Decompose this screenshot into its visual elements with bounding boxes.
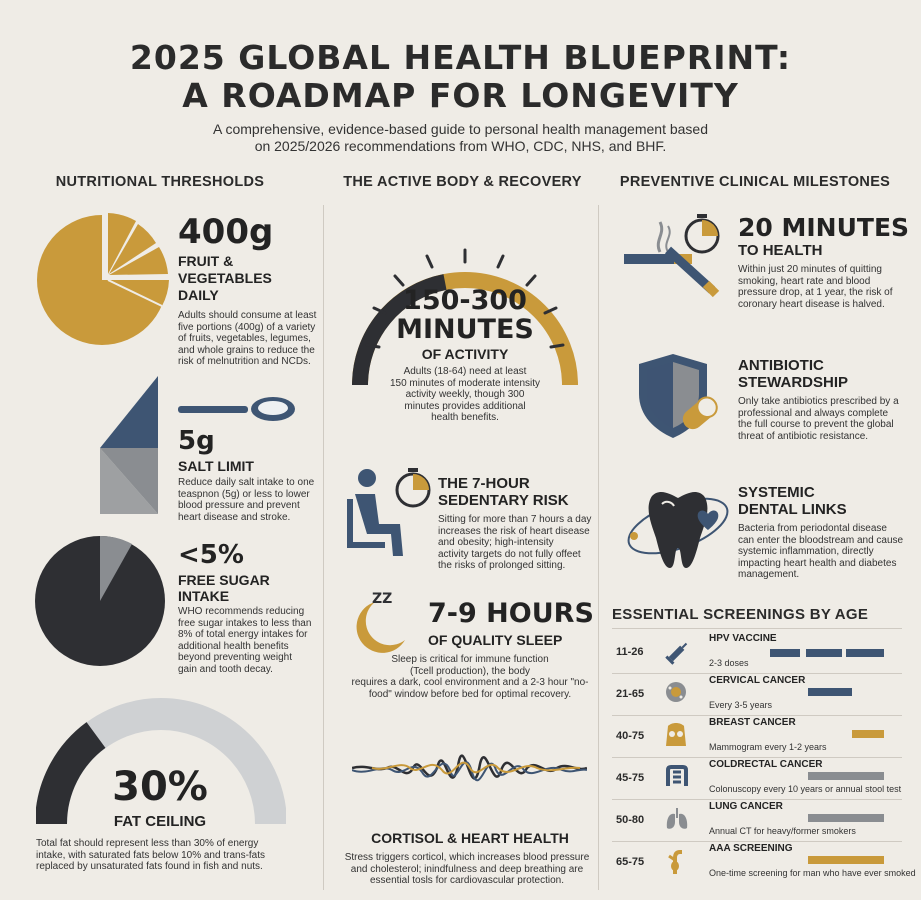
antibiotic-title-1: ANTIBIOTIC: [738, 357, 824, 374]
cortisol-title: CORTISOL & HEART HEALTH: [371, 830, 569, 846]
lungs-icon: [664, 806, 690, 837]
fat-stat: 30%: [112, 764, 208, 810]
screening-detail: 2-3 doses: [709, 658, 749, 668]
dental-title-1: SYSTEMIC: [738, 484, 815, 501]
column-heading-active: THE ACTIVE BODY & RECOVERY: [343, 174, 582, 190]
sugar-label-1: FREE SUGAR: [178, 572, 270, 588]
screening-age: 40-75: [616, 730, 645, 742]
column-heading-nutrition: NUTRITIONAL THRESHOLDS: [55, 174, 265, 190]
screening-age-bar: [770, 649, 800, 657]
waveform-icon: [352, 720, 587, 815]
dental-body: Bacteria from periodontal disease can enter the bloodstream and cause systemic inflammation, directly impacting heart health and diabetes management.: [738, 523, 904, 580]
smoking-body: Within just 20 minutes of quitting smoking, heart rate and blood pressure drop, at 1 year, the risk of coronary heart disease is halved.: [738, 264, 893, 310]
screening-age-bar: [806, 649, 842, 657]
fat-body: Total fat should represent less than 30% of energy intake, with saturated fats below 10% and trans-fats replaced by unsaturated fats found in fish and nuts.: [36, 838, 266, 872]
fruit-stat: 400g: [178, 212, 274, 252]
intestine-icon: [664, 764, 690, 795]
column-divider-left: [323, 205, 324, 890]
sugar-stat: <5%: [178, 540, 244, 570]
screening-age-bar: [852, 730, 884, 738]
cortisol-body: Stress triggers corticol, which increases blood pressure and cholesterol; inindfulness and deep breathing are essential tosls for cardiovascular protection.: [344, 852, 590, 886]
fat-label: FAT CEILING: [113, 813, 207, 830]
screening-title: COLDRECTAL CANCER: [709, 759, 823, 770]
syringe-icon: [664, 638, 692, 671]
screening-row-rule: [612, 799, 902, 800]
fruit-pie-icon: [32, 210, 172, 350]
sleep-zz: ZZ: [372, 591, 393, 607]
tooth-heart-icon: [622, 478, 734, 578]
sleep-label: OF QUALITY SLEEP: [428, 632, 563, 648]
spoon-icon: [178, 392, 298, 426]
screening-age: 11-26: [616, 646, 644, 658]
screening-detail: Annual CT for heavy/former smokers: [709, 826, 856, 836]
screening-age-bar: [808, 688, 852, 696]
screening-row-rule: [612, 673, 902, 674]
screening-age: 45-75: [616, 772, 645, 784]
dental-title-2: DENTAL LINKS: [738, 501, 847, 518]
screening-age-bar: [808, 772, 884, 780]
salt-body: Reduce daily salt intake to one teaspnon (5g) or less to lower blood pressure and prevent heart disease and stroke.: [178, 477, 315, 523]
screening-detail: Mammogram every 1-2 years: [709, 742, 827, 752]
screening-title: HPV VACCINE: [709, 633, 777, 644]
screening-detail: Every 3-5 years: [709, 700, 773, 710]
smoking-stat: 20 MINUTES: [738, 213, 910, 242]
screening-detail: Colonuscopy every 10 years or annual stool test: [709, 784, 902, 794]
screening-title: AAA SCREENING: [709, 843, 793, 854]
page-title-line1: 2025 GLOBAL HEALTH BLUEPRINT:: [129, 38, 792, 77]
sugar-label-2: INTAKE: [178, 588, 230, 604]
antibiotic-title-2: STEWARDSHIP: [738, 374, 849, 391]
activity-label: OF ACTIVITY: [421, 346, 509, 362]
shield-pill-icon: [635, 350, 730, 445]
salt-stat: 5g: [178, 426, 215, 456]
fruit-label-1: FRUIT &: [178, 253, 234, 269]
screenings-heading: ESSENTIAL SCREENINGS BY AGE: [612, 606, 869, 623]
screening-row-rule: [612, 841, 902, 842]
screening-row-rule: [612, 757, 902, 758]
screening-title: LUNG CANCER: [709, 801, 783, 812]
screening-age-bar: [808, 814, 884, 822]
screening-age: 65-75: [616, 856, 645, 868]
salt-label: SALT LIMIT: [178, 458, 254, 474]
smoking-label: TO HEALTH: [738, 242, 823, 259]
screening-title: CERVICAL CANCER: [709, 675, 806, 686]
sugar-pie-icon: [33, 534, 167, 668]
sleep-body: Sleep is critical for immune function (Tcell production), the body requires a dark, cool environment and a 2-3 hour "no- food" window before bed for optimal recovery.: [351, 654, 589, 700]
screening-age: 50-80: [616, 814, 645, 826]
page-title-line2: A ROADMAP FOR LONGEVITY: [182, 76, 739, 115]
aorta-icon: [664, 848, 686, 881]
fruit-label-3: DAILY: [178, 287, 219, 303]
screening-age-bar: [846, 649, 884, 657]
sleep-stat: 7-9 HOURS: [428, 598, 594, 629]
sedentary-title-1: THE 7-HOUR: [438, 475, 530, 492]
torso-icon: [664, 722, 688, 753]
fruit-body: Adults should consume at least five portions (400g) of a variety of fruits, vegetables, legumes, and whole grains to reduce the risk of melnutrition and NCDs.: [178, 310, 317, 367]
sugar-body: WHO recommends reducing free sugar intakes to less than 8% of total energy intakes for additional health benefits beyond preventing weight gain and tooth decay.: [178, 606, 312, 675]
antibiotic-body: Only take antibiotics prescribed by a professional and always complete the full course to prevent the global threat of antibiotic resistance.: [738, 396, 899, 442]
activity-body: Adults (18-64) need at least 150 minutes of moderate intensity activity weekly, though 300 minutes provides additional health benefits.: [389, 366, 541, 423]
column-heading-clinical: PREVENTIVE CLINICAL MILESTONES: [619, 174, 891, 190]
sitting-person-icon: [345, 464, 435, 564]
screening-detail: One-time screening for man who have ever smoked: [709, 868, 916, 878]
sedentary-title-2: SEDENTARY RISK: [438, 492, 569, 509]
cell-icon: [664, 680, 688, 709]
screening-age-bar: [808, 856, 884, 864]
activity-stat: 150-300: [403, 285, 527, 316]
page-subtitle-line2: on 2025/2026 recommendations from WHO, CDC, NHS, and BHF.: [254, 138, 667, 154]
page-subtitle-line1: A comprehensive, evidence-based guide to personal health management based: [213, 121, 708, 137]
sedentary-body: Sitting for more than 7 hours a day increases the risk of heart disease and obesity; high-intensity activity targets do not fully offeet the risks of prolonged sitting.: [438, 514, 592, 571]
screening-row-rule: [612, 715, 902, 716]
cigarette-stopwatch-icon: [620, 210, 730, 300]
screening-age: 21-65: [616, 688, 645, 700]
fruit-label-2: VEGETABLES: [178, 270, 272, 286]
column-divider-right: [598, 205, 599, 890]
salt-triangle-icon: [100, 376, 170, 516]
activity-stat-2: MINUTES: [396, 314, 534, 345]
screenings-top-rule: [612, 628, 902, 629]
screening-title: BREAST CANCER: [709, 717, 796, 728]
